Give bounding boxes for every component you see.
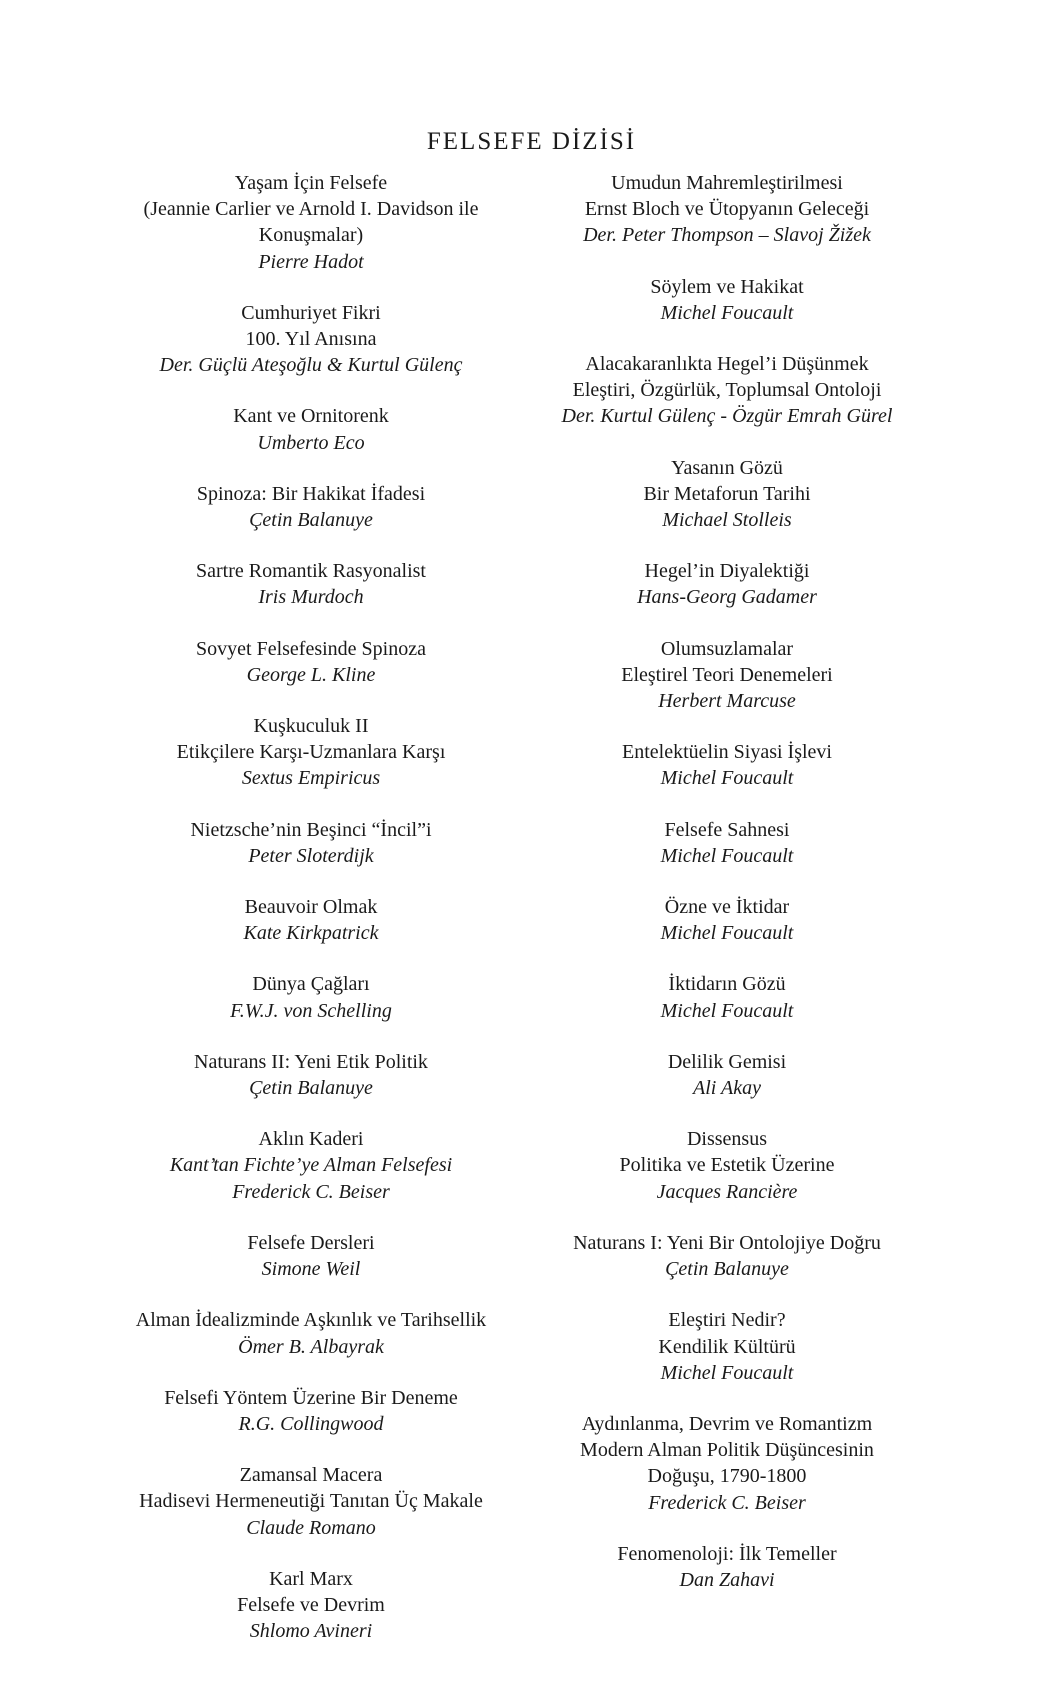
book-title-line: Söylem ve Hakikat <box>650 275 804 298</box>
book-author: Çetin Balanuye <box>665 1258 789 1281</box>
book-title-line: Doğuşu, 1790-1800 <box>647 1465 807 1488</box>
book-author: Der. Peter Thompson – Slavoj Žižek <box>583 224 871 247</box>
book-title-line: Nietzsche’nin Beşinci “İncil”i <box>190 818 432 841</box>
book-author: Der. Güçlü Ateşoğlu & Kurtul Gülenç <box>159 354 463 377</box>
book-author: F.W.J. von Schelling <box>230 999 392 1022</box>
book-author: Peter Sloterdijk <box>248 844 374 867</box>
book-author: Iris Murdoch <box>258 586 364 609</box>
book-title-line: Eleştiri, Özgürlük, Toplumsal Ontoloji <box>572 379 882 402</box>
book-entry <box>517 1049 937 1101</box>
book-title-line: Modern Alman Politik Düşüncesinin <box>580 1439 874 1462</box>
book-entry <box>101 1566 521 1645</box>
book-title-line: Felsefi Yöntem Üzerine Bir Deneme <box>164 1386 458 1409</box>
book-author: Michel Foucault <box>660 767 794 790</box>
book-author: Simone Weil <box>261 1258 361 1281</box>
book-author: Michel Foucault <box>660 844 794 867</box>
book-title-line: Karl Marx <box>269 1567 353 1590</box>
book-author: Herbert Marcuse <box>658 690 796 713</box>
book-author: Kate Kirkpatrick <box>243 922 379 945</box>
book-entry <box>517 1307 937 1386</box>
book-title-line: Kendilik Kültürü <box>658 1335 796 1358</box>
book-entry <box>517 971 937 1023</box>
left-column <box>101 170 521 1669</box>
book-entry <box>101 481 521 533</box>
book-title-line: Spinoza: Bir Hakikat İfadesi <box>196 482 426 505</box>
book-title-line: Aklın Kaderi <box>258 1128 364 1151</box>
book-author: Claude Romano <box>246 1516 376 1539</box>
book-title-line: Politika ve Estetik Üzerine <box>619 1154 835 1177</box>
book-entry <box>101 713 521 792</box>
book-title-line: Delilik Gemisi <box>667 1050 787 1073</box>
book-title-line: Fenomenoloji: İlk Temeller <box>617 1542 837 1565</box>
book-entry <box>517 455 937 534</box>
book-entry <box>517 1230 937 1282</box>
book-entry <box>101 1230 521 1282</box>
book-entry <box>101 894 521 946</box>
book-title-line: Yaşam İçin Felsefe <box>234 172 388 194</box>
book-title-line: Ernst Bloch ve Ütopyanın Geleceği <box>584 198 870 221</box>
book-title-line: Aydınlanma, Devrim ve Romantizm <box>581 1412 873 1435</box>
book-entry <box>101 1307 521 1359</box>
book-title-line: Umudun Mahremleştirilmesi <box>611 172 843 194</box>
book-author: Çetin Balanuye <box>249 1077 373 1100</box>
book-author: Shlomo Avineri <box>249 1620 373 1643</box>
book-title-line: Kant ve Ornitorenk <box>233 405 389 428</box>
book-entry <box>101 1126 521 1205</box>
book-author: Sextus Empiricus <box>241 767 381 790</box>
book-entry <box>101 971 521 1023</box>
book-title-line: Naturans I: Yeni Bir Ontolojiye Doğru <box>573 1231 881 1254</box>
book-title-line: Konuşmalar) <box>258 224 364 247</box>
book-title-line: Felsefe Sahnesi <box>664 818 790 841</box>
book-title-line: Entelektüelin Siyasi İşlevi <box>622 741 832 764</box>
page-title: FELSEFE DİZİSİ <box>426 128 637 155</box>
book-title-line: Naturans II: Yeni Etik Politik <box>194 1050 428 1073</box>
book-title-line: Sovyet Felsefesinde Spinoza <box>196 637 426 660</box>
book-title-line: Sartre Romantik Rasyonalist <box>196 560 426 583</box>
book-title-line: Cumhuriyet Fikri <box>241 301 381 324</box>
book-title-line: Felsefe Dersleri <box>247 1231 375 1254</box>
book-title-line: Eleştirel Teori Denemeleri <box>621 663 833 686</box>
book-author: Frederick C. Beiser <box>232 1180 390 1203</box>
book-title-line: Dissensus <box>686 1128 767 1151</box>
book-title-line: Hadisevi Hermeneutiği Tanıtan Üç Makale <box>139 1490 483 1513</box>
book-author: Hans-Georg Gadamer <box>637 586 817 609</box>
book-entry <box>101 558 521 610</box>
book-entry <box>101 817 521 869</box>
book-entry <box>517 1411 937 1516</box>
book-author: Frederick C. Beiser <box>648 1491 806 1514</box>
book-author: Der. Kurtul Gülenç - Özgür Emrah Gürel <box>561 405 893 428</box>
book-entry <box>517 817 937 869</box>
book-entry <box>517 1541 937 1593</box>
book-title-line: (Jeannie Carlier ve Arnold I. Davidson ile <box>143 198 479 221</box>
right-column <box>517 170 937 1618</box>
book-author: Çetin Balanuye <box>249 509 373 532</box>
book-title-line: Alman İdealizminde Aşkınlık ve Tarihsellik <box>135 1309 487 1332</box>
book-author: Michel Foucault <box>660 999 794 1022</box>
book-entry <box>517 558 937 610</box>
book-entry <box>101 636 521 688</box>
book-entry <box>101 403 521 455</box>
book-author: Dan Zahavi <box>679 1568 775 1591</box>
book-title-line: Bir Metaforun Tarihi <box>643 482 811 505</box>
book-title-line: Eleştiri Nedir? <box>668 1309 786 1332</box>
book-title-line: Yasanın Gözü <box>671 456 783 479</box>
book-title-line: İktidarın Gözü <box>668 973 786 996</box>
book-title-line: Olumsuzlamalar <box>660 637 794 660</box>
book-entry <box>101 170 521 275</box>
book-entry <box>517 894 937 946</box>
book-entry <box>517 1126 937 1205</box>
book-subtitle: Kant’tan Fichte’ye Alman Felsefesi <box>169 1154 453 1177</box>
book-entry <box>517 636 937 715</box>
book-author: Ali Akay <box>693 1077 761 1100</box>
book-author: Ömer B. Albayrak <box>238 1335 384 1358</box>
book-entry <box>101 1385 521 1437</box>
book-title-line: Alacakaranlıkta Hegel’i Düşünmek <box>585 353 869 376</box>
book-author: Pierre Hadot <box>258 250 364 273</box>
book-title-line: Dünya Çağları <box>252 973 370 996</box>
book-title-line: Zamansal Macera <box>239 1464 383 1487</box>
book-title-line: Özne ve İktidar <box>664 896 790 919</box>
book-title-line: Kuşkuculuk II <box>253 715 369 738</box>
book-entry <box>101 1462 521 1541</box>
book-author: Umberto Eco <box>257 431 365 454</box>
book-author: Michel Foucault <box>660 922 794 945</box>
book-author: Jacques Rancière <box>656 1180 798 1203</box>
book-entry <box>517 170 937 249</box>
book-author: Michel Foucault <box>660 1361 794 1384</box>
book-author: Michel Foucault <box>660 301 794 324</box>
book-author: George L. Kline <box>246 663 376 686</box>
book-entry <box>101 300 521 379</box>
book-entry <box>517 739 937 791</box>
book-title-line: Etikçilere Karşı-Uzmanlara Karşı <box>176 741 446 764</box>
book-author: Michael Stolleis <box>662 509 792 532</box>
book-title-line: Hegel’in Diyalektiği <box>644 560 810 583</box>
book-entry <box>517 274 937 326</box>
book-entry <box>517 351 937 430</box>
book-entry <box>101 1049 521 1101</box>
book-title-line: 100. Yıl Anısına <box>245 328 377 351</box>
book-author: R.G. Collingwood <box>238 1412 384 1435</box>
book-title-line: Felsefe ve Devrim <box>237 1593 385 1616</box>
book-title-line: Beauvoir Olmak <box>244 896 378 919</box>
